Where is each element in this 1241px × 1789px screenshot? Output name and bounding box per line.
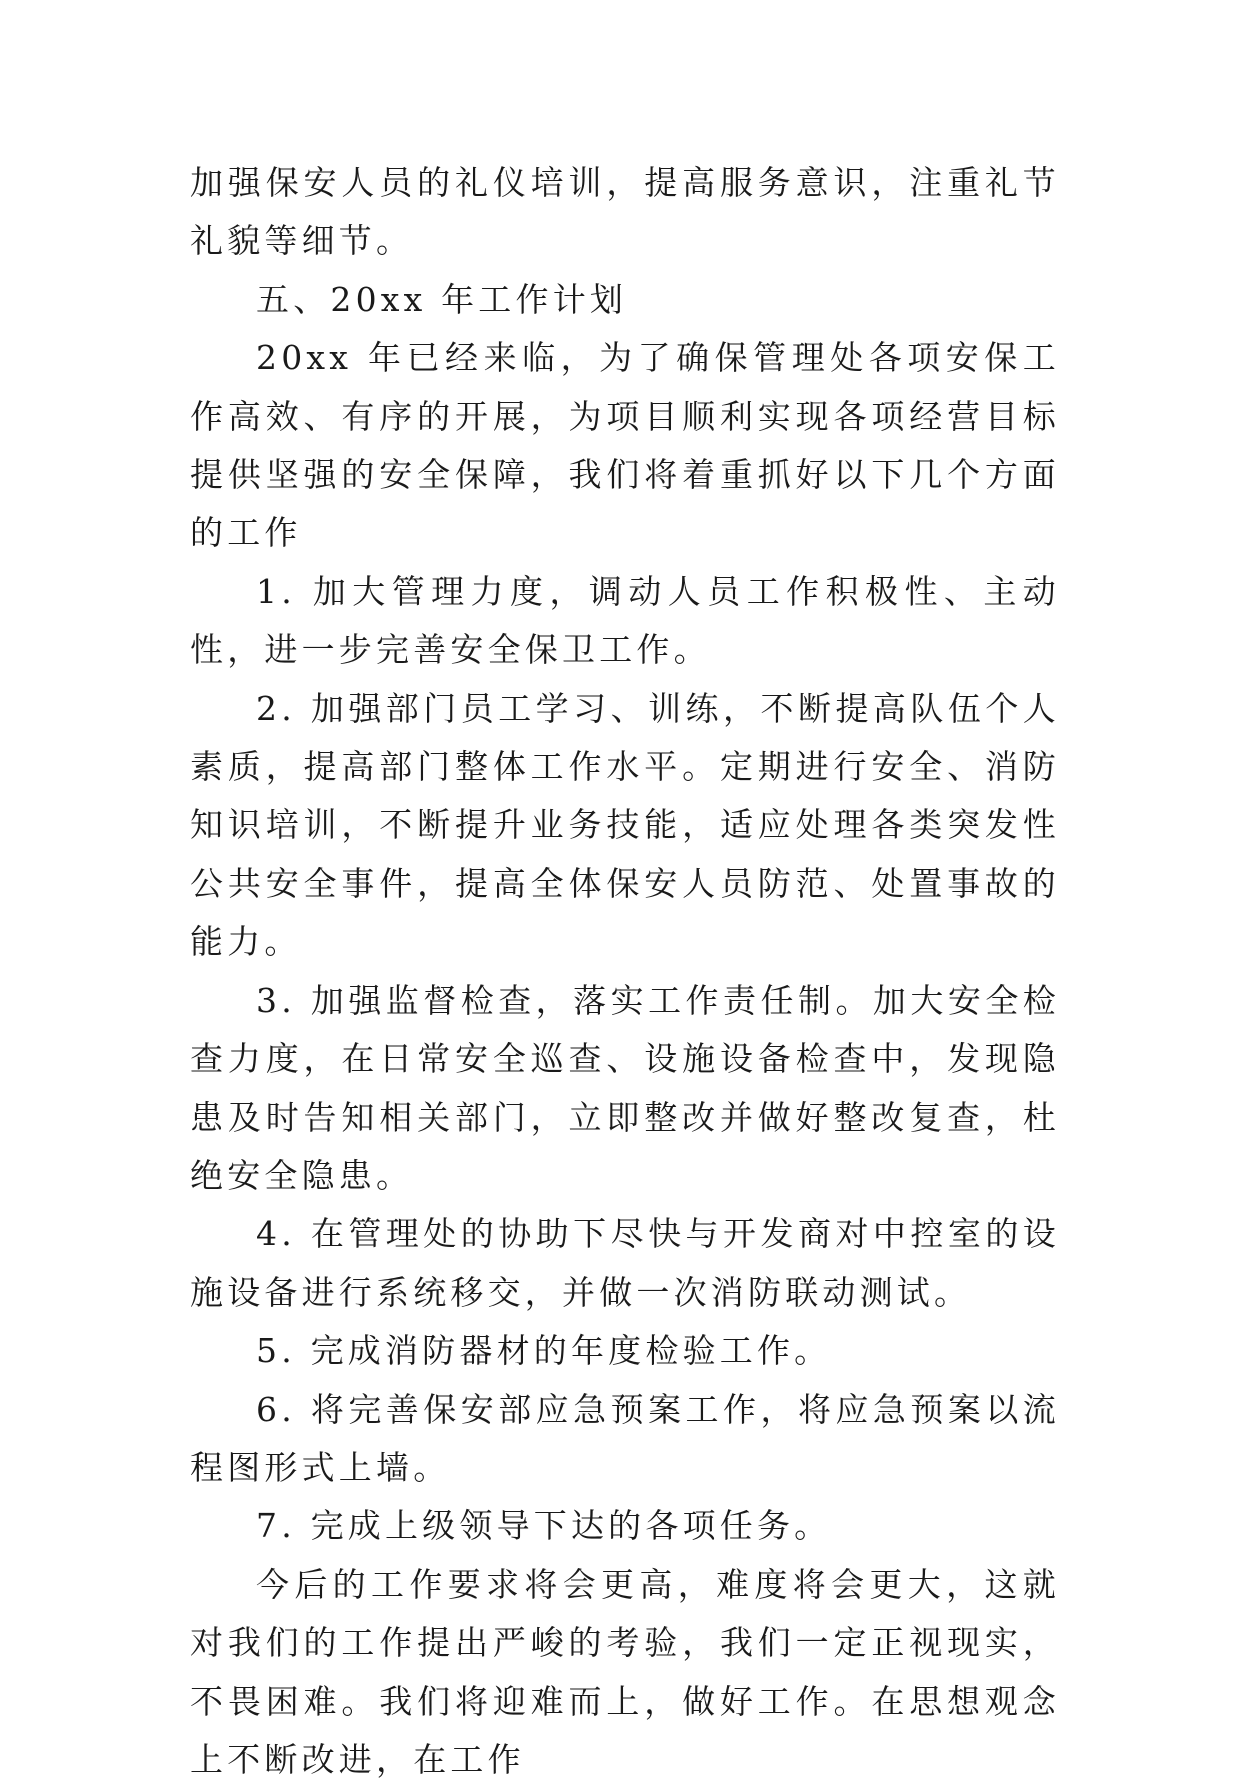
paragraph-closing: 今后的工作要求将会更高，难度将会更大，这就对我们的工作提出严峻的考验，我们一定正视现实，不畏困难。我们将迎难而上，做好工作。在思想观念上不断改进，在工作 — [190, 1564, 1060, 1779]
list-item-5: 5. 完成消防器材的年度检验工作。 — [256, 1331, 832, 1371]
list-item-6: 6. 将完善保安部应急预案工作，将应急预案以流程图形式上墙。 — [190, 1389, 1060, 1487]
list-item-1: 1. 加大管理力度，调动人员工作积极性、主动性，进一步完善安全保卫工作。 — [190, 571, 1060, 670]
paragraph-plan-intro: 20xx 年已经来临，为了确保管理处各项安保工作高效、有序的开展，为项目顺利实现各项经营目标提供坚强的安全保障，我们将着重抓好以下几个方面的工作 — [190, 338, 1060, 553]
paragraph-etiquette-training: 加强保安人员的礼仪培训，提高服务意识，注重礼节礼貌等细节。 — [190, 163, 1060, 261]
list-item-2: 2. 加强部门员工学习、训练，不断提高队伍个人素质，提高部门整体工作水平。定期进行安全、消防知识培训，不断提升业务技能，适应处理各类突发性公共安全事件，提高全体保安人员防范、处置事故的能力。 — [190, 688, 1060, 962]
section-heading-work-plan: 五、20xx 年工作计划 — [256, 279, 628, 319]
list-item-3: 3. 加强监督检查，落实工作责任制。加大安全检查力度，在日常安全巡查、设施设备检查中，发现隐患及时告知相关部门，立即整改并做好整改复查，杜绝安全隐患。 — [190, 980, 1060, 1195]
list-item-4: 4. 在管理处的协助下尽快与开发商对中控室的设施设备进行系统移交，并做一次消防联动测试。 — [190, 1214, 1060, 1312]
list-item-7: 7. 完成上级领导下达的各项任务。 — [256, 1506, 832, 1546]
document-body — [190, 154, 1060, 1789]
